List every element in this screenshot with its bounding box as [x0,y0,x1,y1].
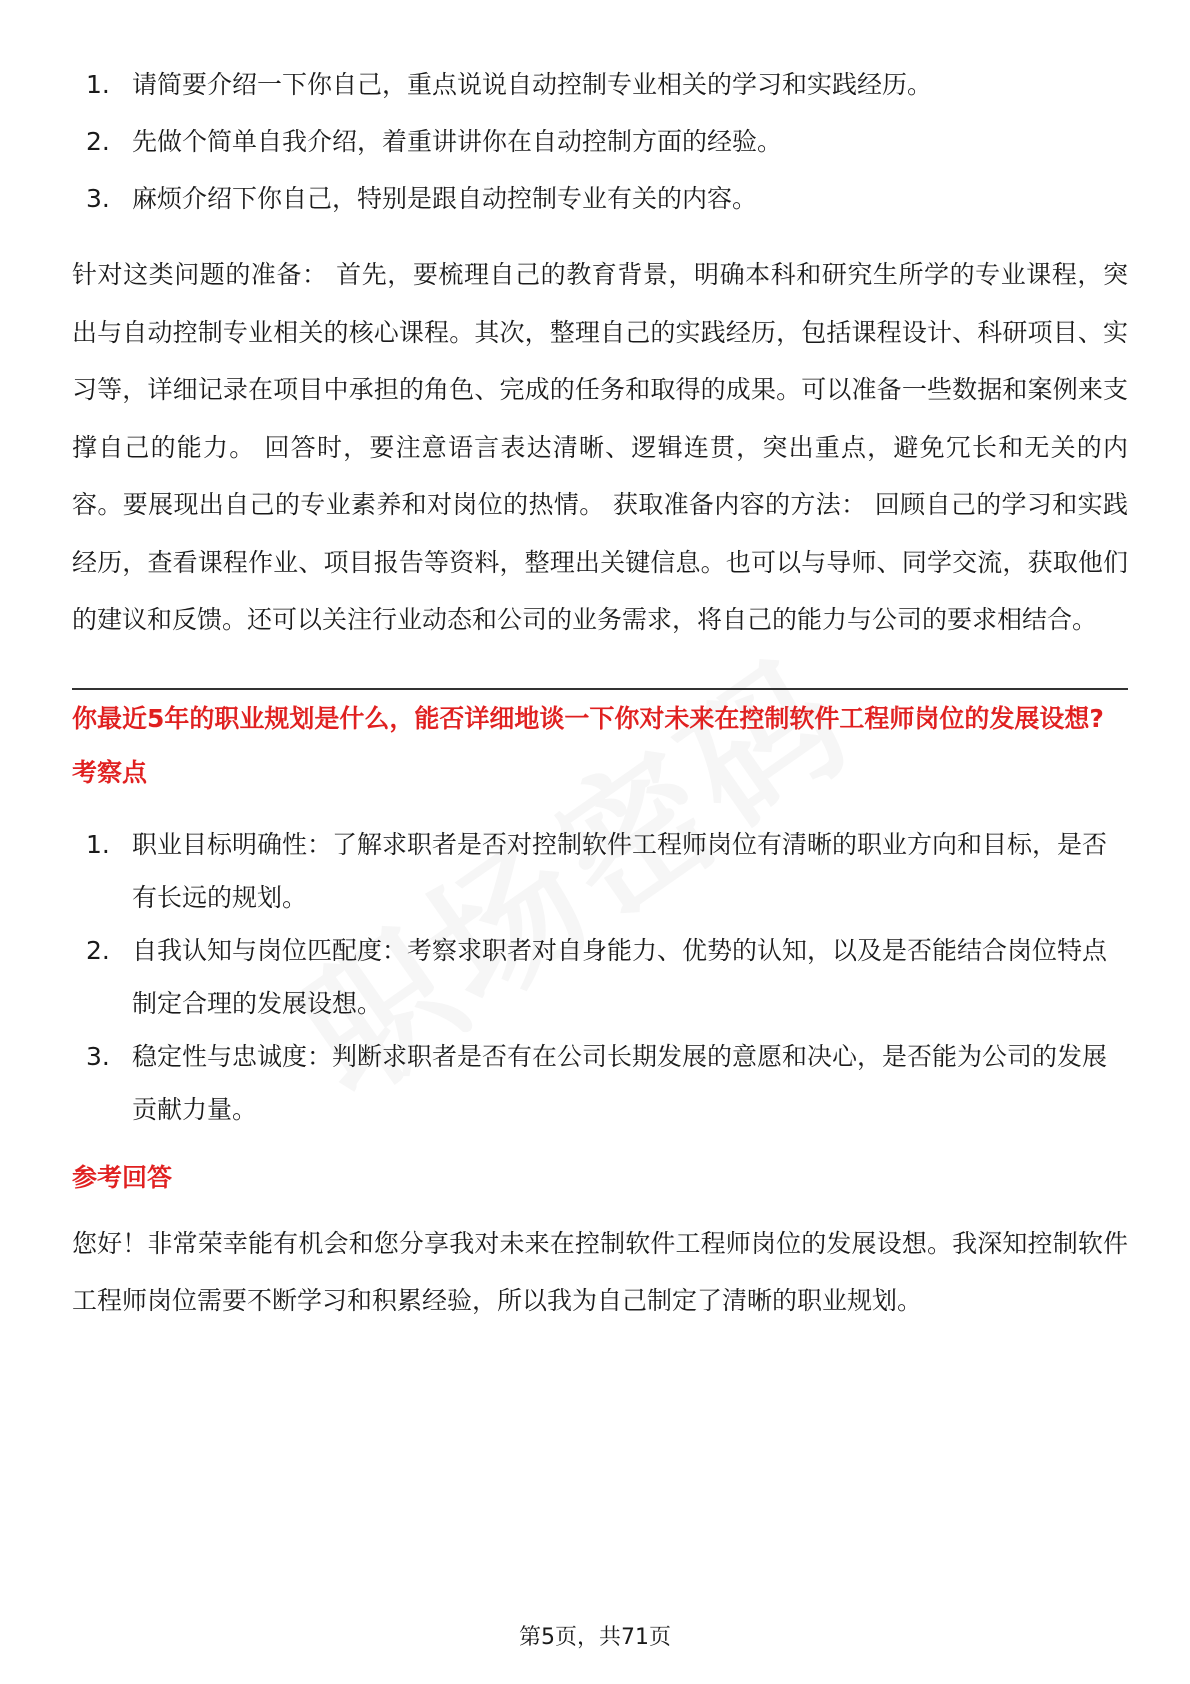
list-item [72,1030,1128,1136]
list-text: 职业目标明确性：了解求职者是否对控制软件工程师岗位有清晰的职业方向和目标，是否有长远的规划。 [132,829,1108,912]
list-text: 稳定性与忠诚度：判断求职者是否有在公司长期发展的意愿和决心，是否能为公司的发展贡献力量。 [132,1041,1108,1124]
list-number: 1. [86,70,110,99]
answer-heading: 参考回答 [72,1162,173,1192]
intro-variant-list [72,56,1128,227]
answer-paragraph: 您好！非常荣幸能有机会和您分享我对未来在控制软件工程师岗位的发展设想。我深知控制软件工程师岗位需要不断学习和积累经验，所以我为自己制定了清晰的职业规划。 [72,1228,1128,1315]
list-item [72,113,1128,170]
list-item [72,818,1128,924]
interview-question: 你最近5年的职业规划是什么，能否详细地谈一下你对未来在控制软件工程师岗位的发展设想? [72,703,1104,733]
list-item [72,924,1128,1030]
list-number: 3. [86,1041,110,1071]
assessment-point-list [72,818,1128,1136]
assessment-heading: 考察点 [72,757,148,787]
list-number: 1. [86,829,110,859]
list-text: 自我认知与岗位匹配度：考察求职者对自身能力、优势的认知，以及是否能结合岗位特点制定合理的发展设想。 [132,935,1108,1018]
list-text: 先做个简单自我介绍，着重讲讲你在自动控制方面的经验。 [132,127,783,156]
section-divider [72,688,1128,690]
list-number: 3. [86,184,110,213]
page-number: 第5页，共71页 [519,1625,671,1650]
list-item [72,170,1128,227]
list-number: 2. [86,935,110,965]
list-text: 请简要介绍一下你自己，重点说说自动控制专业相关的学习和实践经历。 [132,70,933,99]
list-number: 2. [86,127,110,156]
preparation-paragraph: 针对这类问题的准备： 首先，要梳理自己的教育背景，明确本科和研究生所学的专业课程，突出与自动控制专业相关的核心课程。其次，整理自己的实践经历，包括课程设计、科研项目、实习等，详细记录在项目中承担的角色、完成的任务和取得的成果。可以准备一些数据和案例来支撑自己的能力。 回答时，要注意语言表达清晰、逻辑连贯，突出重点，避免冗长和无关的内容。要展现出自己的专业素养和对岗位的热情。 获取准备内容的方法： 回顾自己的学习和实践经历，查看课程作业、项目报告等资料，整理出关键信息。也可以与导师、同学交流，获取他们的建议和反馈。还可以关注行业动态和公司的业务需求，将自己的能力与公司的要求相结合。 [72,260,1128,634]
list-item [72,56,1128,113]
page-content [72,56,1128,1330]
list-text: 麻烦介绍下你自己，特别是跟自动控制专业有关的内容。 [132,184,758,213]
